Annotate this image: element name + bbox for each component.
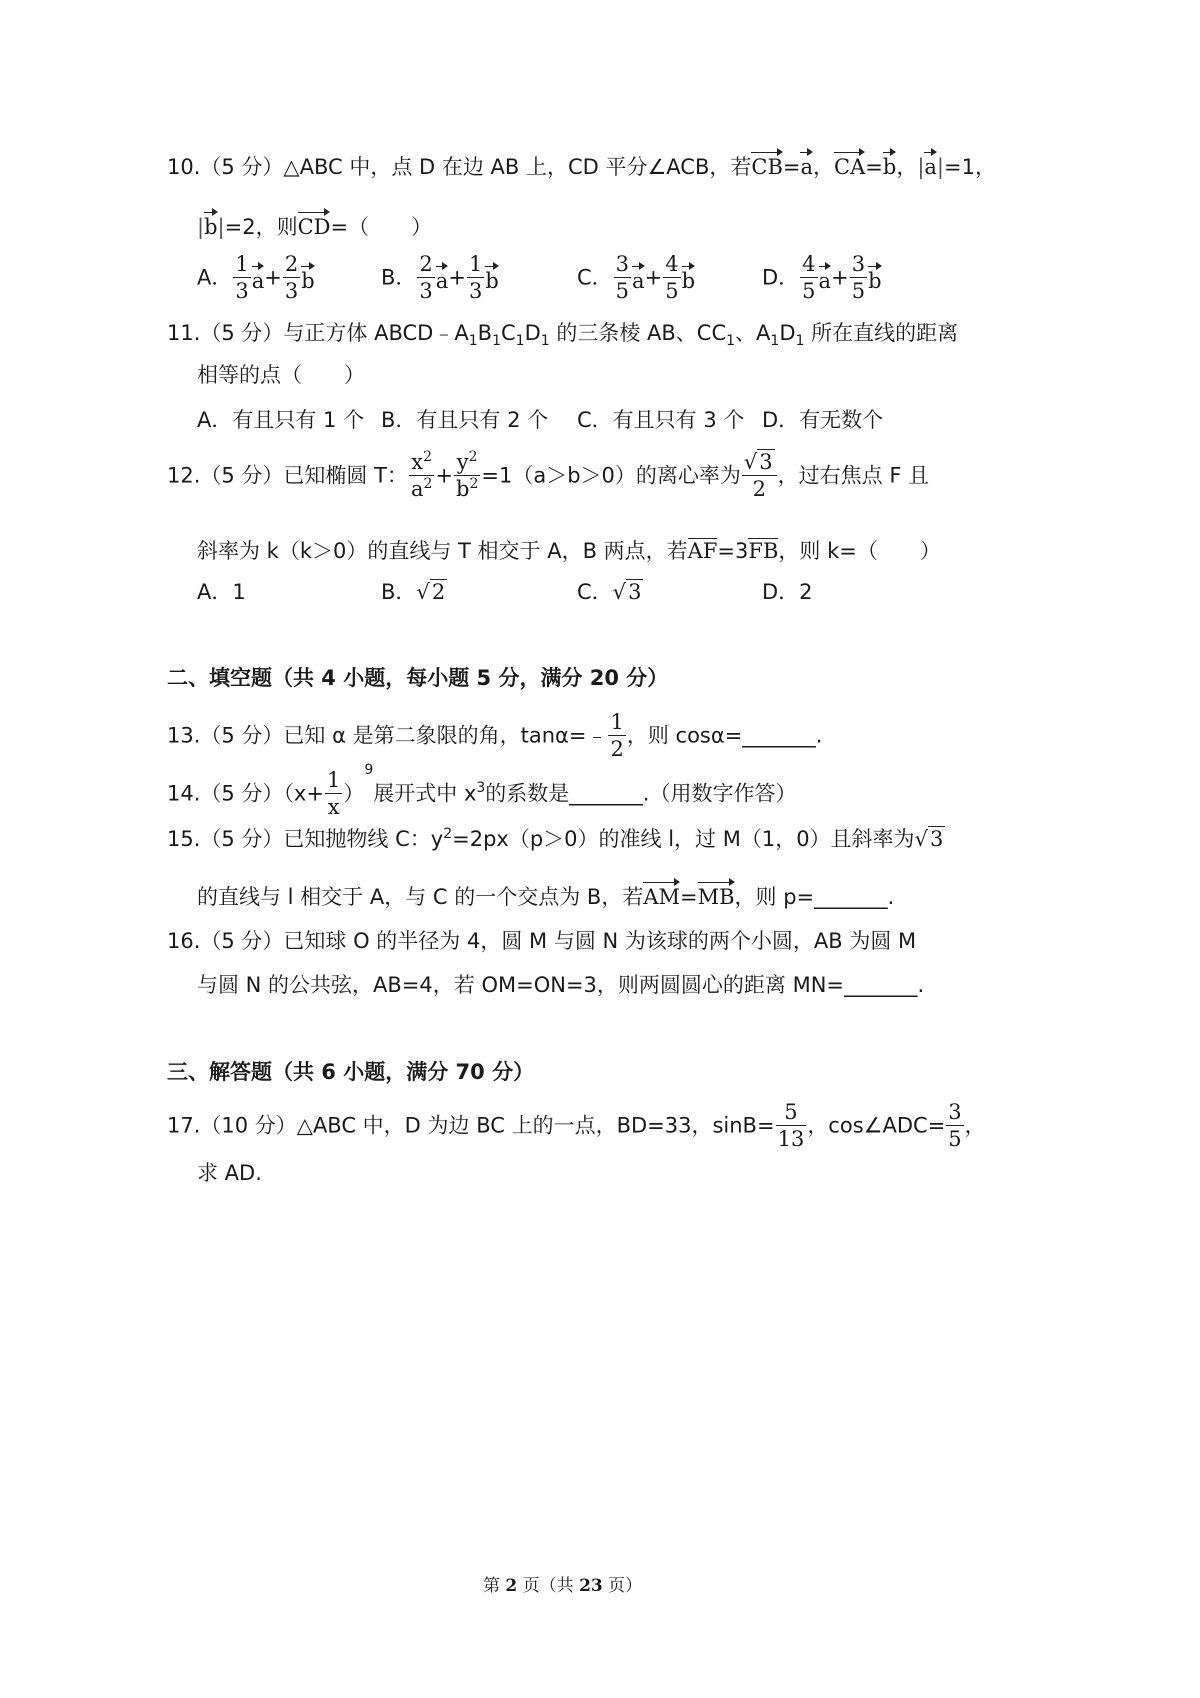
q10-line1: 10.（5 分）△ABC 中，点 D 在边 AB 上，CD 平分∠ACB，若CB=a，CA=b，|a|=1， (167, 150, 996, 178)
vec-ca: CA (834, 150, 865, 178)
q12-line1: 12.（5 分）已知椭圆 T： $\frac{x^2}{a^2}$ + $\frac{y^2}{b^2}$ =1（a＞b＞0）的离心率为 $\frac{√3}{2}$ ，过右焦点 F 且 (167, 449, 930, 501)
vec-cd: CD (298, 210, 331, 238)
q10-line2: |b|=2，则CD=（ ） (197, 210, 432, 238)
q11-option-d[interactable]: D．有无数个 (762, 408, 884, 432)
vec-b: b (883, 150, 896, 178)
q16-line2: 与圆 N 的公共弦，AB=4，若 OM=ON=3，则两圆圆心的距离 MN=_______. (197, 973, 925, 997)
section-3-heading: 三、解答题（共 6 小题，满分 70 分） (167, 1060, 535, 1084)
page-footer: 第 2 页（共 23 页） (483, 1576, 643, 1596)
q16-line1: 16.（5 分）已知球 O 的半径为 4，圆 M 与圆 N 为该球的两个小圆，AB 为圆 M (167, 929, 917, 953)
q10-option-d[interactable]: D． $\frac{4}{5}$ a+ $\frac{3}{5}$ b (762, 252, 882, 303)
q12-option-b[interactable]: B．√2 (381, 580, 446, 604)
q15-line1: 15.（5 分）已知抛物线 C：$y^2=2px(p>0)$的准线 l，过 M（1，0）且斜率为√3 (167, 826, 944, 851)
q15-line2: 的直线与 l 相交于 A，与 C 的一个交点为 B，若AM=MB，则 p=_______. (197, 880, 894, 908)
q12-line2: 斜率为 k（k＞0）的直线与 T 相交于 A，B 两点，若AF=3FB，则 k=（ ） (197, 539, 941, 563)
q17-line2: 求 AD. (197, 1161, 262, 1185)
q11-option-b[interactable]: B．有且只有 2 个 (381, 408, 549, 432)
page-number: 2 (505, 1576, 518, 1596)
q12-option-c[interactable]: C．√3 (577, 580, 642, 604)
q13: 13.（5 分）已知 α 是第二象限的角，tanα=﹣ $\frac{1}{2}$ ，则 cosα=_______. (167, 710, 823, 761)
total-pages: 23 (579, 1576, 603, 1596)
q10-option-b[interactable]: B． $\frac{2}{3}$ a+ $\frac{1}{3}$ b (381, 252, 499, 303)
q14: 14.（5 分）（x+ $\frac{1}{x}$ ）$^9$展开式中 $x^3$的系数是_______.（用数字作答） (167, 762, 797, 819)
section-2-heading: 二、填空题（共 4 小题，每小题 5 分，满分 20 分） (167, 666, 669, 690)
q10-stem: 10.（5 分）△ABC 中，点 D 在边 AB 上，CD 平分∠ACB，若 (167, 155, 752, 179)
q11-line2: 相等的点（ ） (197, 363, 365, 387)
q11-option-a[interactable]: A．有且只有 1 个 (197, 408, 365, 432)
q10-option-a[interactable]: A． $\frac{1}{3}$ a+ $\frac{2}{3}$ b (197, 252, 315, 303)
q10-option-c[interactable]: C． $\frac{3}{5}$ a+ $\frac{4}{5}$ b (577, 252, 696, 303)
q12-option-d[interactable]: D．2 (762, 580, 813, 604)
q11-line1: 11.（5 分）与正方体 $ABCD﹣A_1B_1C_1D_1$ 的三条棱 AB、$CC_1$、$A_1D_1$ 所在直线的距离 (167, 321, 959, 350)
q17-line1: 17.（10 分）△ABC 中，D 为边 BC 上的一点，BD=33，sinB= $\frac{5}{13}$ ，cos∠ADC= $\frac{3}{5}$ ， (167, 1100, 986, 1151)
vec-cb: CB (751, 150, 783, 178)
q11-option-c[interactable]: C．有且只有 3 个 (577, 408, 745, 432)
q12-option-a[interactable]: A．1 (197, 580, 246, 604)
vec-a: a (800, 150, 813, 178)
